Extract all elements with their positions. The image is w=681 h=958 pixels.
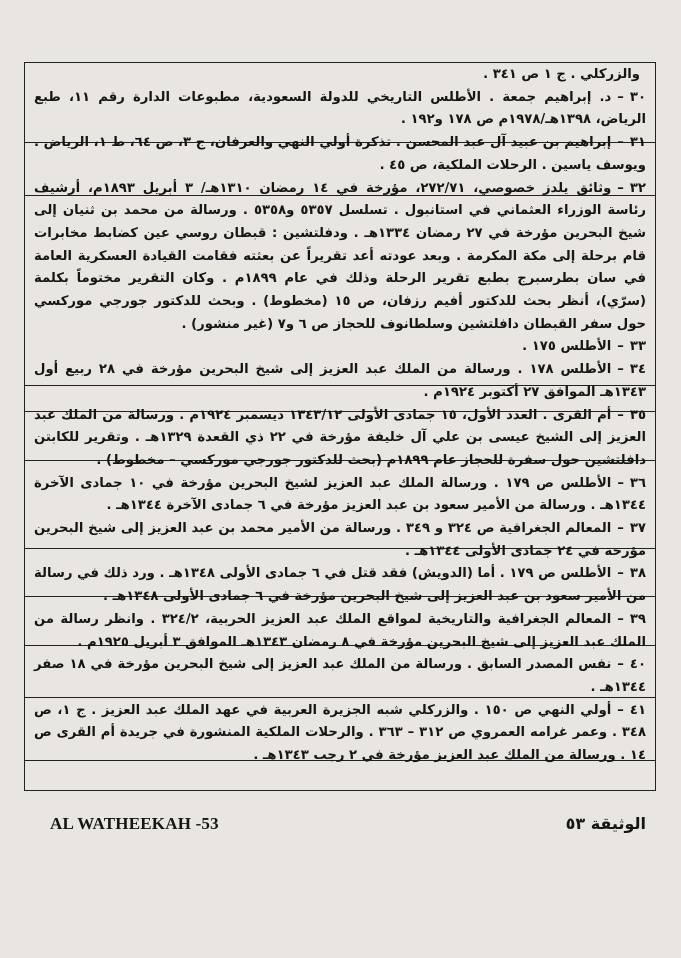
footnote: ٣٩–المعالم الجغرافية والتاريخية لمواقع الملك عبد العزيز الحربية، ٣٢٤/٢ . وانظر رسالة من الملك عبد العزيز إلى شيخ البحرين مؤرخة في ٨ رمضان ١٣٤٣هـ الموافق ٣ أبريل ١٩٢٥م . [34, 611, 646, 650]
page-footer [24, 814, 656, 838]
footnote: ٣٦–الأطلس ص ١٧٩ . ورسالة الملك عبد العزيز لشيخ البحرين مؤرخة في ١٠ جمادى الآخرة ١٣٤٤هـ . ورسالة من الأمير سعود بن عبد العزيز مؤرخة في ٦ جمادى الآخرة ١٣٤٤هـ . [34, 475, 647, 514]
footnote-number: ٣٧ [629, 521, 646, 537]
footnote-text: أم القرى . العدد الأول، ١٥ جمادى الأولى ١٣٤٣/١٢ ديسمبر ١٩٢٤م . ورسالة من الملك عبد العزيز إلى الشيخ عيسى بن علي آل خليفة مؤرخة في ٢٢ ذي القعدة ١٣٢٩هـ . وتقرير للكابتن دافلتشين حول سفرة للحجاز عام ١٨٩٩م (بحث للدكتور جورجي موركسي – مخطوط) . [34, 407, 647, 468]
footnote: ٤٠–نفس المصدر السابق . ورسالة من الملك عبد العزيز إلى شيخ البحرين مؤرخة في ١٨ صفر ١٣٤٤هـ . [34, 657, 646, 695]
footnote-number: ٣٣ [629, 339, 646, 355]
footnote-text: الأطلس ١٧٥ . [522, 339, 612, 355]
footnote-number: ٣٠ [629, 89, 646, 105]
footnote-number: ٣٤ [629, 362, 646, 378]
footnote-text: إبراهيم بن عبيد آل عبد المحسن . تذكرة أولي النهي والعرفان، ج ٣، ص ٦٤، ط ١، الرياض . ويوسف ياسين . الرحلات الملكية، ص ٤٥ . [34, 135, 646, 173]
footnote-text: المعالم الجغرافية ص ٣٢٤ و ٣٤٩ . ورسالة من الأمير محمد بن عبد العزيز إلى شيخ البحرين مؤرخة في ٢٤ جمادى الأولى ١٣٤٤هـ . [34, 521, 646, 559]
footnote-number: ٤٠ [629, 657, 646, 673]
footer-english-title: AL WATHEEKAH -53 [50, 814, 219, 833]
footnote-text: الأطلس ١٧٨ . ورسالة من الملك عبد العزيز إلى شيخ البحرين مؤرخة في ٢٨ ربيع أول ١٣٤٣هـ الموافق ٢٧ أكتوبر ١٩٢٤م . [34, 362, 646, 400]
footnote: ٣٨–الأطلس ص ١٧٩ . أما (الدويش) فقد قتل في ٦ جمادى الأولى ١٣٤٨هـ . ورد ذلك في رسالة من الأمير سعود بن عبد العزيز إلى شيخ البحرين مؤرخة في ٦ جمادى الأولى ١٣٤٨هـ . [34, 566, 646, 605]
footnotes-list [34, 64, 646, 768]
footnote-text: وثائق يلدز خصوصي، ٢٧٢/٧١، مؤرخة في ١٤ رمضان ١٣١٠هـ/ ٣ أبريل ١٨٩٣م، أرشيف رئاسة الوزراء العثماني في استانبول . تسلسل ٥٣٥٧ و٥٣٥٨ . ورسالة من محمد بن ثنيان إلى شيخ البحرين مؤرخة في ٢٧ رمضان ١٣٣٤هـ . ودفلتشين : قبطان روسي عين كضابط مخابرات قام برحلة إلى مكة المكرمة . وبعد عودته أعد تقريراً عن بعثته فقامت القيادة العسكرية العامة في سان بطرسبرج بطبع تقرير الرحلة وذلك في عام ١٨٩٩م . وكان التقرير مختوماً بكلمة (سرّي)، أنظر بحث للدكتور أفيم رزفان، ص ١٥ (مخطوط) . وبحث للدكتور جورجي موركسي حول سفر القبطان دافلتشين وسلطانوف للحجاز ص ٦ و٧ (غير منشور) . [34, 180, 647, 332]
footnote-text: الأطلس ص ١٧٩ . ورسالة الملك عبد العزيز لشيخ البحرين مؤرخة في ١٠ جمادى الآخرة ١٣٤٤هـ . ورسالة من الأمير سعود بن عبد العزيز مؤرخة في ٦ جمادى الآخرة ١٣٤٤هـ . [34, 475, 646, 514]
footnote [34, 64, 646, 87]
footnote: ٣٢–وثائق يلدز خصوصي، ٢٧٢/٧١، مؤرخة في ١٤ رمضان ١٣١٠هـ/ ٣ أبريل ١٨٩٣م، أرشيف رئاسة الوزراء العثماني في استانبول . تسلسل ٥٣٥٧ و٥٣٥٨ . ورسالة من محمد بن ثنيان إلى شيخ البحرين مؤرخة في ٢٧ رمضان ١٣٣٤هـ . ودفلتشين : قبطان روسي عين كضابط مخابرات قام برحلة إلى مكة المكرمة . وبعد عودته أعد تقريراً عن بعثته فقامت القيادة العسكرية العامة في سان بطرسبرج بطبع تقرير الرحلة وذلك في عام ١٨٩٩م . وكان التقرير مختوماً بكلمة (سرّي)، أنظر بحث للدكتور أفيم رزفان، ص ١٥ (مخطوط) . وبحث للدكتور جورجي موركسي حول سفر القبطان دافلتشين وسلطانوف للحجاز ص ٦ و٧ (غير منشور) . [34, 180, 647, 332]
footnote: ٣٧–المعالم الجغرافية ص ٣٢٤ و ٣٤٩ . ورسالة من الأمير محمد بن عبد العزيز إلى شيخ البحرين مؤرخة في ٢٤ جمادى الأولى ١٣٤٤هـ . [34, 521, 646, 559]
footnote-number: ٤١ [629, 702, 646, 718]
footnote-number: ٣٦ [629, 475, 647, 491]
footer-arabic-title: الوثيقة ٥٣ [565, 814, 646, 833]
footnote: ٣٥–أم القرى . العدد الأول، ١٥ جمادى الأولى ١٣٤٣/١٢ ديسمبر ١٩٢٤م . ورسالة من الملك عبد العزيز إلى الشيخ عيسى بن علي آل خليفة مؤرخة في ٢٢ ذي القعدة ١٣٢٩هـ . وتقرير للكابتن دافلتشين حول سفرة للحجاز عام ١٨٩٩م (بحث للدكتور جورجي موركسي – مخطوط) . [34, 407, 647, 468]
footnote-text: نفس المصدر السابق . ورسالة من الملك عبد العزيز إلى شيخ البحرين مؤرخة في ١٨ صفر ١٣٤٤هـ . [34, 657, 646, 695]
footnote-number: ٣٩ [629, 611, 646, 627]
footnote-text: د. إبراهيم جمعة . الأطلس التاريخي للدولة السعودية، مطبوعات الدارة رقم ١١، طبع الرياض، ١٣٩٨هـ/١٩٧٨م ص ١٧٨ و١٩٢ . [34, 89, 646, 128]
footnote-number: ٣٨ [629, 566, 646, 582]
footnote-text: أولي النهي ص ١٥٠ . والزركلي شبه الجزيرة العربية في عهد الملك عبد العزيز . ج ١، ص ٣٤٨ . وعمر غرامه العمروي ص ٣١٢ – ٣٦٣ . والرحلات الملكية المنشورة في جريدة أم القرى ص ١٤ . ورسالة من الملك عبد العزيز مؤرخة في ٢ رجب ١٣٤٣هـ . [34, 702, 647, 764]
footnote-text: الأطلس ص ١٧٩ . أما (الدويش) فقد قتل في ٦ جمادى الأولى ١٣٤٨هـ . ورد ذلك في رسالة من الأمير سعود بن عبد العزيز إلى شيخ البحرين مؤرخة في ٦ جمادى الأولى ١٣٤٨هـ . [34, 566, 646, 605]
footnote: ٣١–إبراهيم بن عبيد آل عبد المحسن . تذكرة أولي النهي والعرفان، ج ٣، ص ٦٤، ط ١، الرياض . ويوسف ياسين . الرحلات الملكية، ص ٤٥ . [34, 135, 646, 173]
footnote-number: ٣٥ [629, 407, 646, 423]
footnote: ٣٣–الأطلس ١٧٥ . [522, 339, 646, 355]
footnote-text: والزركلي . ج ١ ص ٣٤١ . [483, 67, 640, 82]
footnote-number: ٣٢ [629, 180, 646, 196]
footnote: ٤١–أولي النهي ص ١٥٠ . والزركلي شبه الجزيرة العربية في عهد الملك عبد العزيز . ج ١، ص ٣٤٨ . وعمر غرامه العمروي ص ٣١٢ – ٣٦٣ . والرحلات الملكية المنشورة في جريدة أم القرى ص ١٤ . ورسالة من الملك عبد العزيز مؤرخة في ٢ رجب ١٣٤٣هـ . [34, 702, 647, 764]
footnote: ٣٠–د. إبراهيم جمعة . الأطلس التاريخي للدولة السعودية، مطبوعات الدارة رقم ١١، طبع الرياض، ١٣٩٨هـ/١٩٧٨م ص ١٧٨ و١٩٢ . [34, 89, 646, 128]
footnote: ٣٤–الأطلس ١٧٨ . ورسالة من الملك عبد العزيز إلى شيخ البحرين مؤرخة في ٢٨ ربيع أول ١٣٤٣هـ الموافق ٢٧ أكتوبر ١٩٢٤م . [34, 362, 646, 400]
footnote-number: ٣١ [629, 135, 646, 151]
footnote-text: المعالم الجغرافية والتاريخية لمواقع الملك عبد العزيز الحربية، ٣٢٤/٢ . وانظر رسالة من الملك عبد العزيز إلى شيخ البحرين مؤرخة في ٨ رمضان ١٣٤٣هـ الموافق ٣ أبريل ١٩٢٥م . [34, 611, 646, 650]
